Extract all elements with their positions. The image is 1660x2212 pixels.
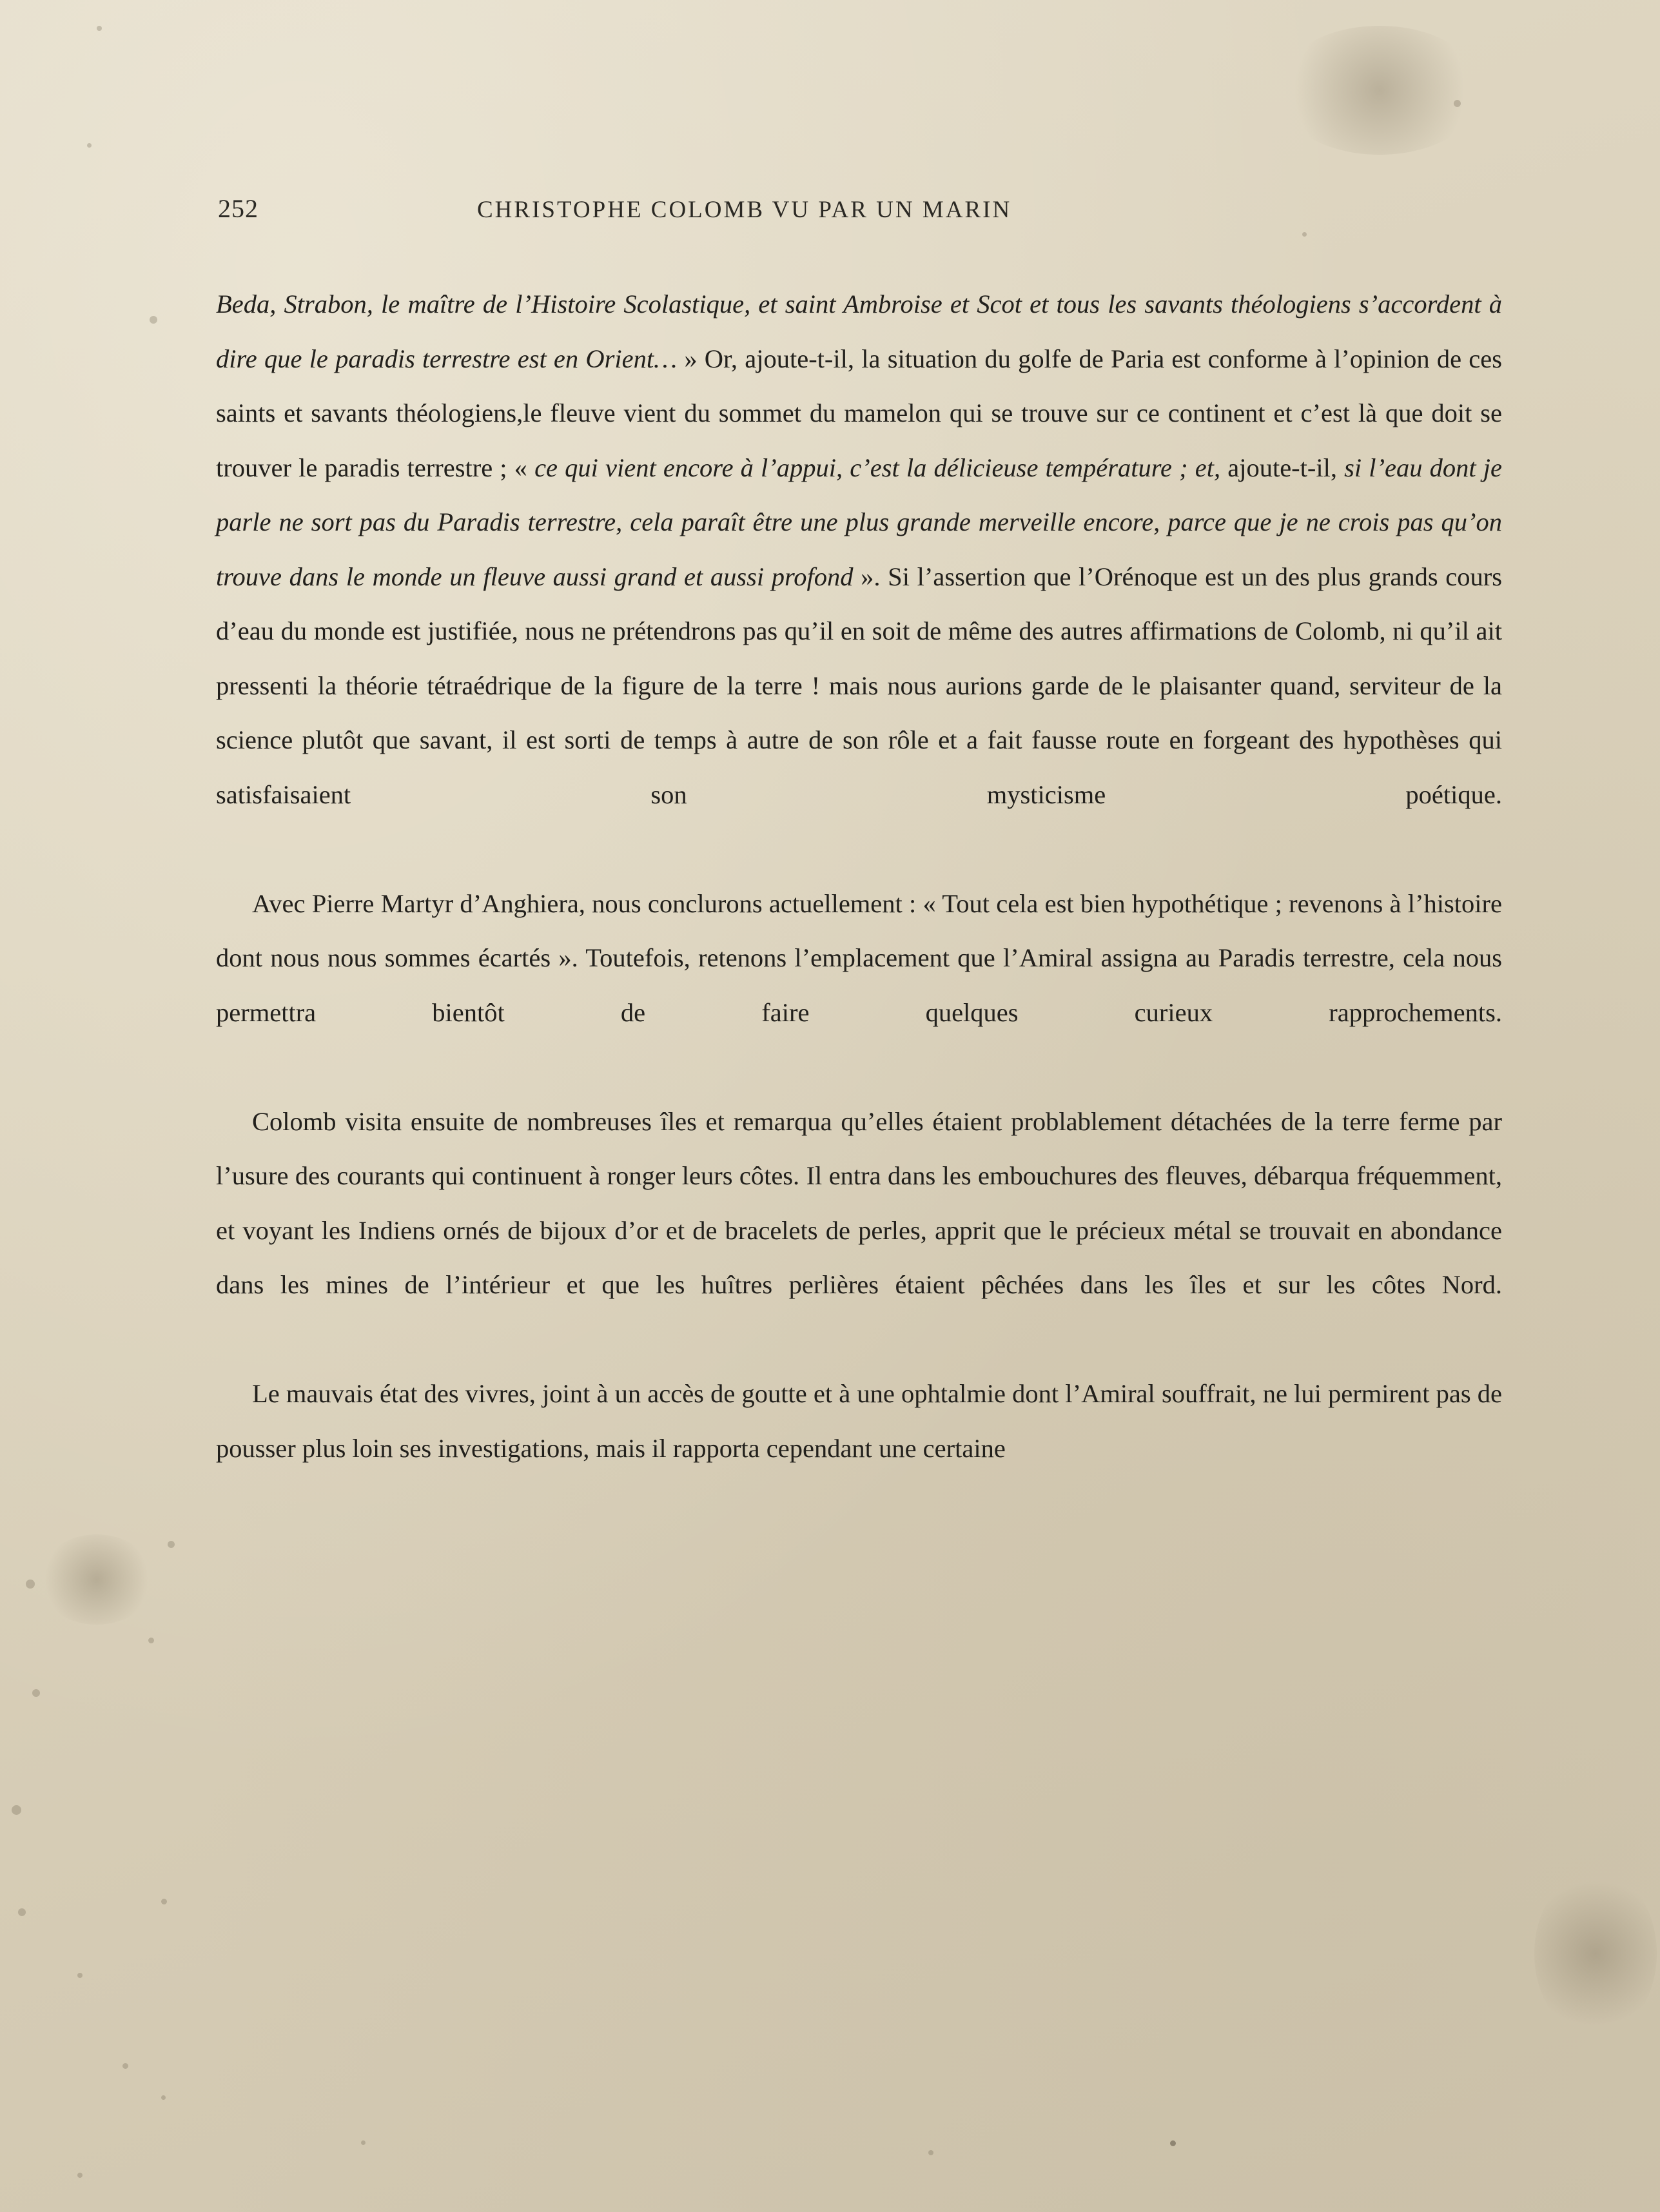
page-number: 252 xyxy=(218,194,259,223)
italic-run: Beda, Strabon, le maître de l’Histoire Scolastique, et saint Ambroise et Scot et tous les savants théologiens s’accordent à dire que le paradis terrestre est en Orient… xyxy=(216,289,1502,373)
italic-run: ce qui vient encore à l’appui, c’est la délicieuse température ; et, xyxy=(534,453,1228,482)
roman-run: Avec Pierre Martyr d’Anghiera, nous conclurons actuellement : « Tout cela est bien hypothétique ; revenons à l’histoire dont nous nous sommes écartés ». Toutefois, retenons l’emplacement que l’Amiral assigna au Paradis terrestre, cela nous permettra bientôt de faire quelques curieux rapprochements. xyxy=(216,888,1502,1027)
paragraph xyxy=(216,1367,1502,1476)
roman-run: ajoute-t-il, xyxy=(1227,453,1345,482)
page-header xyxy=(0,193,1660,232)
roman-run: » Or, ajoute-t-il, la situation du golfe de Paria est conforme à l’opinion de ces saints et savants théologiens,le fleuve vient du sommet du mamelon qui se trouve sur ce continent et c’est là que doit se trouver le paradis terrestre ; « xyxy=(216,344,1502,482)
roman-run: Colomb visita ensuite de nombreuses îles et remarqua qu’elles étaient problablement détachées de la terre ferme par l’usure des courants qui continuent à ronger leurs côtes. Il entra dans les embouchures des fleuves, débarqua fréquemment, et voyant les Indiens ornés de bijoux d’or et de bracelets de perles, apprit que le précieux métal se trouvait en abondance dans les mines de l’intérieur et que les huîtres perlières étaient pêchées dans les îles et sur les côtes Nord. xyxy=(216,1106,1502,1299)
paragraph xyxy=(216,1095,1502,1367)
paragraph xyxy=(216,877,1502,1095)
roman-run: Le mauvais état des vivres, joint à un accès de goutte et à une ophtalmie dont l’Amiral souffrait, ne lui permirent pas de pousser plus loin ses investigations, mais il rapporta cependant une certaine xyxy=(216,1379,1502,1463)
paragraph xyxy=(216,277,1502,877)
roman-run: ». Si l’assertion que l’Orénoque est un des plus grands cours d’eau du monde est justifiée, nous ne prétendrons pas qu’il en soit de même des autres affirmations de Colomb, ni qu’il ait pressenti la théorie tétraédrique de la figure de la terre ! mais nous aurions garde de le plaisanter quand, serviteur de la science plutôt que savant, il est sorti de temps à autre de son rôle et a fait fausse route en forgeant des hypothèses qui satisfaisaient son mysticisme poétique. xyxy=(216,562,1502,809)
running-head: CHRISTOPHE COLOMB VU PAR UN MARIN xyxy=(477,197,1012,223)
italic-run: si l’eau dont je parle ne sort pas du Paradis terrestre, cela paraît être une plus grande merveille encore, parce que je ne crois pas qu’on trouve dans le monde un fleuve aussi grand et aussi profond xyxy=(216,453,1503,591)
body-text xyxy=(216,277,1502,1476)
paper-speck xyxy=(1170,2140,1176,2146)
